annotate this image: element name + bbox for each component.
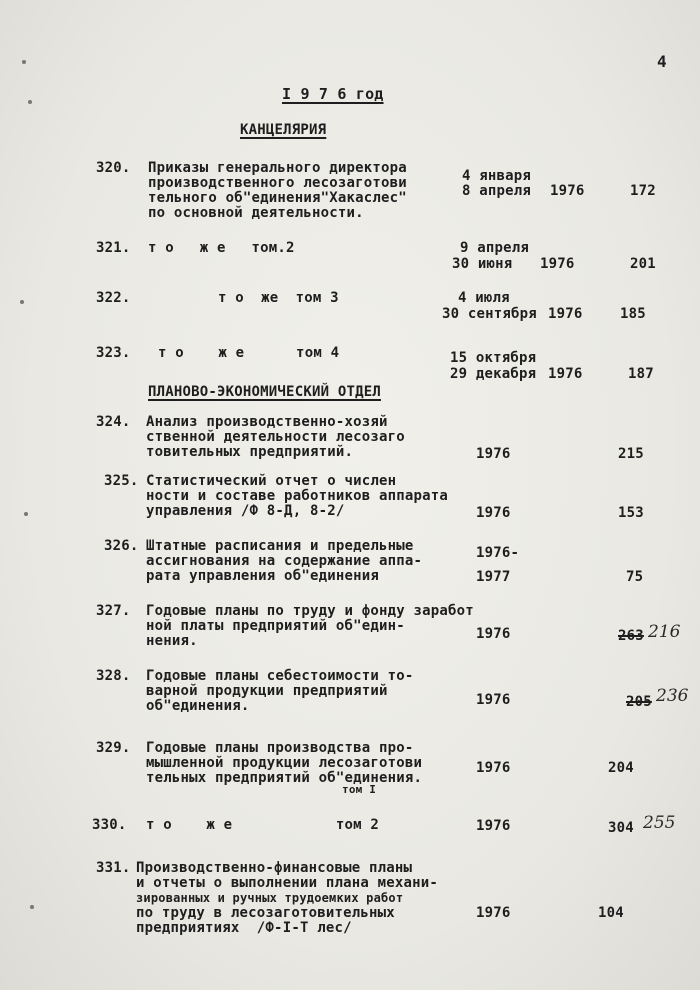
entry-year: 1976	[550, 183, 585, 199]
entry-title-line: нения.	[146, 633, 198, 649]
entry-year: 1976-	[476, 545, 520, 561]
entry-title-line: Годовые планы себестоимости то-	[146, 668, 414, 684]
entry-year: 1976	[476, 446, 511, 462]
entry-sheet-count: 204	[608, 760, 634, 776]
entry-title-line: т о ж е том.2	[148, 240, 295, 256]
entry-year: 1976	[476, 505, 511, 521]
entry-sheet-count: 104	[598, 905, 624, 921]
entry-title-line: тельных предприятий об"единения.	[146, 770, 423, 786]
entry-sheet-count: 75	[626, 569, 644, 585]
entry-title-line: т о ж е том 2	[146, 817, 379, 833]
entry-date: 4 января	[462, 168, 532, 184]
entry-title-line: производственного лесозаготови	[148, 175, 407, 191]
entry-year: 1976	[540, 256, 575, 272]
entry-date: 29 декабря	[450, 366, 537, 382]
entry-sheet-count: 304	[608, 820, 634, 836]
entry-title-line: по труду в лесозаготовительных	[136, 905, 395, 921]
entry-sheet-count: 215	[618, 446, 644, 462]
entry-title-line: рата управления об"единения	[146, 568, 379, 584]
entry-date: 30 июня	[452, 256, 513, 272]
entry-number: 321.	[96, 240, 131, 256]
entry-title-line: предприятиях /Ф-I-Т лес/	[136, 920, 352, 936]
entry-sheet-count: 172	[630, 183, 656, 199]
entry-title-line: ности и составе работников аппарата	[146, 488, 449, 504]
entry-title-line: Штатные расписания и предельные	[146, 538, 414, 554]
entry-date: 8 апреля	[462, 183, 532, 199]
entry-date: 15 октября	[450, 350, 537, 366]
page-number: 4	[657, 52, 667, 71]
entry-title-line: варной продукции предприятий	[146, 683, 388, 699]
entry-title-line: Годовые планы по труду и фонду заработ	[146, 603, 474, 619]
entry-title-line: мышленной продукции лесозаготови	[146, 755, 423, 771]
section-chancellery: КАНЦЕЛЯРИЯ	[240, 122, 327, 138]
handwritten-correction: 216	[648, 622, 681, 642]
entry-title-line: Годовые планы производства про-	[146, 740, 414, 756]
entry-date: 4 июля	[458, 290, 510, 306]
entry-date: 30 сентября	[442, 306, 537, 322]
entry-number: 327.	[96, 603, 131, 619]
entry-year: 1976	[476, 760, 511, 776]
entry-year: 1976	[548, 366, 583, 382]
entry-sheet-count-struck: 205	[626, 694, 652, 710]
entry-year: 1977	[476, 569, 511, 585]
handwritten-correction: 236	[656, 686, 689, 706]
entry-year: 1976	[476, 692, 511, 708]
entry-title-line: и отчеты о выполнении плана механи-	[136, 875, 439, 891]
entry-title-line: Приказы генерального директора	[148, 160, 407, 176]
entry-title-line: т о же том 3	[218, 290, 339, 306]
entry-title-line: ной платы предприятий об"един-	[146, 618, 405, 634]
entry-title-line: Анализ производственно-хозяй	[146, 414, 388, 430]
entry-date: 9 апреля	[460, 240, 530, 256]
entry-title-line: товительных предприятий.	[146, 444, 354, 460]
entry-title-line: ственной деятельности лесозаго	[146, 429, 405, 445]
section-planning-economic: ПЛАНОВО-ЭКОНОМИЧЕСКИЙ ОТДЕЛ	[148, 384, 381, 400]
entry-title-line: зированных и ручных трудоемких работ	[136, 891, 404, 905]
entry-title-line: т о ж е том 4	[158, 345, 340, 361]
entry-number: 326.	[104, 538, 139, 554]
entry-title-line: Статистический отчет о числен	[146, 473, 397, 489]
entry-number: 330.	[92, 817, 127, 833]
entry-title-line: тельного об"единения"Хакаслес"	[148, 190, 407, 206]
entry-title-line: Производственно-финансовые планы	[136, 860, 413, 876]
handwritten-correction: 255	[643, 813, 676, 833]
entry-number: 331.	[96, 860, 131, 876]
entry-number: 325.	[104, 473, 139, 489]
entry-year: 1976	[548, 306, 583, 322]
entry-number: 320.	[96, 160, 131, 176]
entry-sheet-count: 201	[630, 256, 656, 272]
entry-year: 1976	[476, 818, 511, 834]
entry-sheet-count: 185	[620, 306, 646, 322]
entry-title-line: управления /Ф 8-Д, 8-2/	[146, 503, 345, 519]
entry-number: 329.	[96, 740, 131, 756]
entry-title-line: ассигнования на содержание аппа-	[146, 553, 423, 569]
entry-volume: том I	[342, 783, 377, 796]
entry-year: 1976	[476, 626, 511, 642]
entry-title-line: об"единения.	[146, 698, 250, 714]
entry-sheet-count: 153	[618, 505, 644, 521]
entry-year: 1976	[476, 905, 511, 921]
entry-number: 328.	[96, 668, 131, 684]
entry-number: 324.	[96, 414, 131, 430]
entry-title-line: по основной деятельности.	[148, 205, 364, 221]
entry-sheet-count: 187	[628, 366, 654, 382]
entry-sheet-count-struck: 263	[618, 628, 644, 644]
entry-number: 323.	[96, 345, 131, 361]
year-heading: I 9 7 6 год	[282, 85, 384, 103]
entry-number: 322.	[96, 290, 131, 306]
